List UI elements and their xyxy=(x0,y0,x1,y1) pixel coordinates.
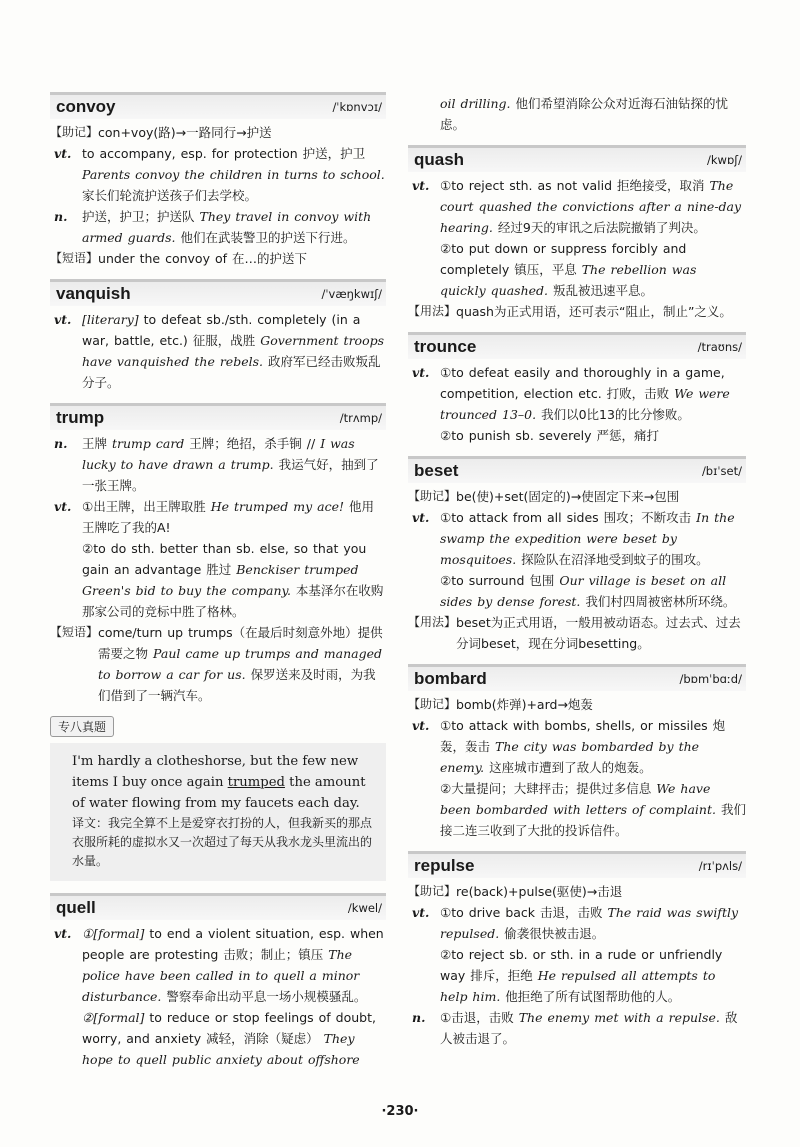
definition: ②to put down or suppress forcibly and completely 镇压，平息 xyxy=(440,241,687,277)
example-translation: 我们接二连三收到了大批的投诉信件。 xyxy=(440,802,746,838)
example-translation: 偷袭很快被击退。 xyxy=(504,926,605,941)
definition: ②to do sth. better than sb. else, so that you gain an advantage 胜过 xyxy=(82,541,367,577)
part-of-speech: vt. xyxy=(412,718,430,733)
phonetic: /trʌmp/ xyxy=(339,411,382,425)
usage-tag: 【用法】 xyxy=(408,304,457,318)
part-of-speech: n. xyxy=(412,1010,426,1025)
example: The rebellion was quickly quashed. xyxy=(440,262,697,298)
phonetic: /bɪˈset/ xyxy=(701,464,742,478)
example: We have been bombarded with letters of complaint. xyxy=(440,781,716,817)
definition: ①to attack from all sides 围攻；不断攻击 xyxy=(440,510,692,525)
definition: 王牌；绝招，杀手锏 // xyxy=(189,436,316,451)
mnemonic: bomb(炸弹)+ard→炮轰 xyxy=(456,697,593,712)
example: I was lucky to have drawn a trump. xyxy=(82,436,355,472)
definition: ①击退，击败 xyxy=(440,1010,514,1025)
definition: ②大量提问；大肆抨击；提供过多信息 xyxy=(440,781,652,796)
headword: trump xyxy=(56,408,105,427)
entry-repulse xyxy=(408,851,746,1049)
mnemonic: con+voy(路)→一路同行→护送 xyxy=(98,125,272,140)
example: He repulsed all attempts to help him. xyxy=(440,968,716,1004)
headword-bar xyxy=(408,456,746,483)
right-column xyxy=(408,93,746,1059)
example: Government troops have vanquished the rebels. xyxy=(82,333,385,369)
part-of-speech: vt. xyxy=(54,146,72,161)
mnemonic-tag: 【助记】 xyxy=(408,489,457,503)
example-translation: 他用王牌吃了我的A! xyxy=(82,499,375,535)
example: They travel in convoy with armed guards. xyxy=(82,209,372,245)
headword-bar xyxy=(50,279,386,306)
entry-trounce xyxy=(408,332,746,446)
phonetic: /bɒmˈbɑːd/ xyxy=(679,672,742,686)
definition: ②to punish sb. severely 严惩，痛打 xyxy=(440,428,659,443)
example-translation: 他们希望消除公众对近海石油钻探的忧虑。 xyxy=(440,96,728,132)
exam-label: 专八真题 xyxy=(50,716,114,737)
example-translation: 警察奉命出动平息一场小规模骚乱。 xyxy=(166,989,367,1004)
phrase-tag: 【短语】 xyxy=(50,251,99,265)
definition: to defeat sb./sth. completely (in a war, battle, etc.) 征服，战胜 xyxy=(82,312,361,348)
example: The enemy met with a repulse. xyxy=(518,1010,720,1025)
entry-quell xyxy=(50,893,386,1070)
exam-translation: 译文：我完全算不上是爱穿衣打扮的人，但我新买的那点衣服所耗的虚拟水又一次超过了每天从我水龙头里流出的水量。 xyxy=(72,816,373,868)
entry-quash xyxy=(408,145,746,322)
entry-trump xyxy=(50,403,386,706)
headword-bar xyxy=(50,92,386,119)
phrase: come/turn up trumps（在最后时刻意外地）提供需要之物 xyxy=(98,625,383,661)
headword: convoy xyxy=(56,97,116,116)
register-label: ①[formal] xyxy=(82,926,145,941)
entry-bombard xyxy=(408,664,746,841)
example-translation: 政府军已经击败叛乱分子。 xyxy=(82,354,381,390)
phonetic: /ˈvæŋkwɪʃ/ xyxy=(321,287,382,301)
part-of-speech: vt. xyxy=(54,926,72,941)
example-translation: 我们村四周被密林所环绕。 xyxy=(585,594,736,609)
part-of-speech: vt. xyxy=(412,905,430,920)
headword-bar xyxy=(408,332,746,359)
example: The court quashed the convictions after a nine-day hearing. xyxy=(440,178,742,235)
definition: to reduce or stop feelings of doubt, worry, and anxiety 减轻，消除（疑虑） xyxy=(82,1010,376,1046)
usage-tag: 【用法】 xyxy=(408,615,457,629)
headword-bar xyxy=(50,893,386,920)
definition: ①出王牌，出王牌取胜 xyxy=(82,499,206,514)
definition: to accompany, esp. for protection 护送，护卫 xyxy=(82,146,366,161)
phrase-tag: 【短语】 xyxy=(50,625,99,639)
mnemonic-tag: 【助记】 xyxy=(408,884,457,898)
mnemonic-tag: 【助记】 xyxy=(50,125,99,139)
phonetic: /ˈkɒnvɔɪ/ xyxy=(332,100,382,114)
example: They hope to quell public anxiety about offshore xyxy=(82,1031,360,1067)
example-translation: 叛乱被迅速平息。 xyxy=(553,283,654,298)
exam-section xyxy=(50,716,386,881)
part-of-speech: n. xyxy=(54,209,68,224)
example: Paul came up trumps and managed to borrow a car for us. xyxy=(98,646,383,682)
exam-sentence: I'm hardly a clotheshorse, but the few new items I buy once again trumped the amount of water flowing from my faucets each day. xyxy=(72,754,366,811)
definition: 护送，护卫；护送队 xyxy=(82,209,195,224)
entry-quell-continued xyxy=(408,93,746,135)
phonetic: /rɪˈpʌls/ xyxy=(698,859,742,873)
example-translation: 这座城市遭到了敌人的炮轰。 xyxy=(489,760,652,775)
example-translation: 家长们轮流护送孩子们去学校。 xyxy=(82,188,258,203)
usage-note: beset为正式用语，一般用被动语态。过去式、过去分词beset，现在分词besetting。 xyxy=(456,615,741,651)
headword: beset xyxy=(414,461,459,480)
usage-note: quash为正式用语，还可表示“阻止，制止”之义。 xyxy=(456,304,732,319)
example: In the swamp the expedition were beset by mosquitoes. xyxy=(440,510,735,567)
headword: quell xyxy=(56,898,96,917)
part-of-speech: vt. xyxy=(54,312,72,327)
example: The police have been called in to quell a minor disturbance. xyxy=(82,947,360,1004)
mnemonic: be(使)+set(固定的)→使固定下来→包围 xyxy=(456,489,680,504)
example-translation: 他们在武装警卫的护送下行进。 xyxy=(180,230,356,245)
register-label: ②[formal] xyxy=(82,1010,145,1025)
part-of-speech: vt. xyxy=(412,510,430,525)
headword-bar xyxy=(50,403,386,430)
example-translation: 保罗送来及时雨，为我们借到了一辆汽车。 xyxy=(98,667,376,703)
entry-beset xyxy=(408,456,746,654)
headword: trounce xyxy=(414,337,477,356)
headword-bar xyxy=(408,664,746,691)
entry-convoy xyxy=(50,92,386,269)
left-column xyxy=(50,92,386,1080)
headword: repulse xyxy=(414,856,475,875)
phonetic: /kwel/ xyxy=(347,901,382,915)
example: The raid was swiftly repulsed. xyxy=(440,905,739,941)
example-translation: 我运气好，抽到了一张王牌。 xyxy=(82,457,379,493)
mnemonic-tag: 【助记】 xyxy=(408,697,457,711)
example: Parents convoy the children in turns to school. xyxy=(82,167,385,182)
definition: ①to drive back 击退，击败 xyxy=(440,905,603,920)
example: He trumped my ace! xyxy=(210,499,345,514)
definition: ①to attack with bombs, shells, or missiles 炮轰，轰击 xyxy=(440,718,726,754)
definition: to end a violent situation, esp. when people are protesting 击败；制止；镇压 xyxy=(82,926,384,962)
part-of-speech: vt. xyxy=(412,365,430,380)
definition: ①to defeat easily and thoroughly in a game, competition, election etc. 打败，击败 xyxy=(440,365,725,401)
headword-bar xyxy=(408,851,746,878)
example-translation: 他拒绝了所有试图帮助他的人。 xyxy=(505,989,681,1004)
example: Benckiser trumped Green's bid to buy the company. xyxy=(82,562,359,598)
register-label: [literary] xyxy=(82,312,139,327)
part-of-speech: n. xyxy=(54,436,68,451)
headword: quash xyxy=(414,150,465,169)
example-translation: 探险队在沼泽地受到蚊子的围攻。 xyxy=(521,552,709,567)
mnemonic: re(back)+pulse(驱使)→击退 xyxy=(456,884,623,899)
definition: 王牌 xyxy=(82,436,108,451)
headword: bombard xyxy=(414,669,487,688)
example: trump card xyxy=(112,436,185,451)
entry-vanquish xyxy=(50,279,386,393)
phonetic: /kwɒʃ/ xyxy=(707,153,742,167)
definition: ①to reject sth. as not valid 拒绝接受，取消 xyxy=(440,178,705,193)
headword-bar xyxy=(408,145,746,172)
example-translation: 本基泽尔在收购那家公司的竞标中胜了格林。 xyxy=(82,583,384,619)
example-translation: 我们以0比13的比分惨败。 xyxy=(541,407,690,422)
headword: vanquish xyxy=(56,284,131,303)
example: Our village is beset on all sides by dense forest. xyxy=(440,573,727,609)
example-translation: 经过9天的审讯之后法院撤销了判决。 xyxy=(497,220,706,235)
example: The city was bombarded by the enemy. xyxy=(440,739,700,775)
example-translation: 敌人被击退了。 xyxy=(440,1010,738,1046)
example: We were trounced 13–0. xyxy=(440,386,730,422)
phonetic: /traʊns/ xyxy=(697,340,742,354)
exam-highlight-word: trumped xyxy=(227,775,285,790)
part-of-speech: vt. xyxy=(412,178,430,193)
definition: ②to surround 包围 xyxy=(440,573,555,588)
example: oil drilling. xyxy=(440,96,511,111)
phrase: under the convoy of 在…的护送下 xyxy=(98,251,307,266)
part-of-speech: vt. xyxy=(54,499,72,514)
page-number: ·230· xyxy=(381,1104,419,1119)
exam-box xyxy=(50,743,386,881)
definition: ②to reject sb. or sth. in a rude or unfriendly way 排斥，拒绝 xyxy=(440,947,723,983)
